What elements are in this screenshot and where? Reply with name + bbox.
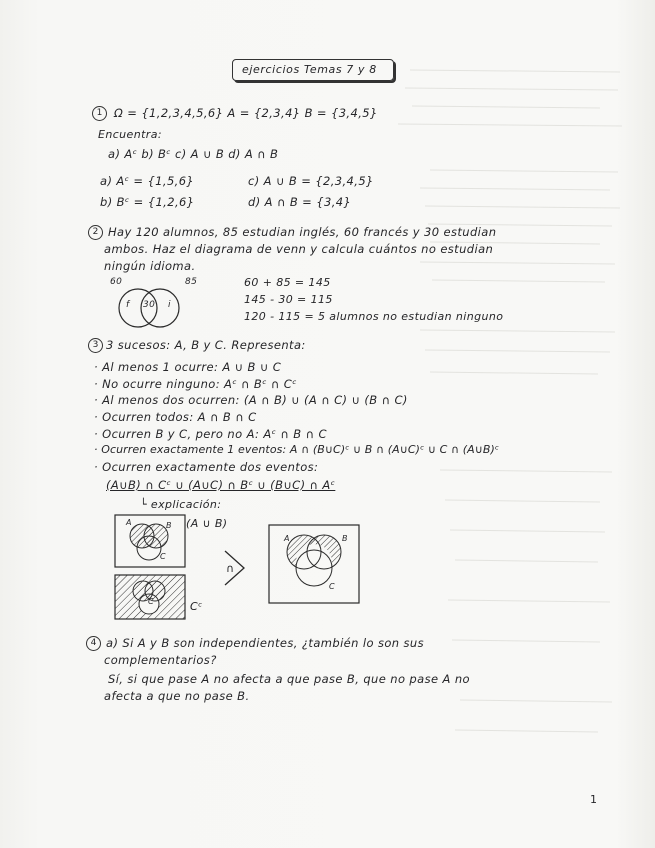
exercise-1-answer-a: a) Aᶜ = {1,5,6}	[100, 174, 195, 188]
venn-left-total: 60	[110, 277, 123, 287]
exercise-3-line-2: · No ocurre ninguno: Aᶜ ∩ Bᶜ ∩ Cᶜ	[94, 377, 297, 391]
exercise-3-line-7: · Ocurren exactamente dos eventos:	[94, 460, 319, 474]
exercise-1-sets: Ω = {1,2,3,4,5,6} A = {2,3,4} B = {3,4,5}	[114, 106, 378, 120]
page-number: 1	[590, 793, 598, 806]
exercise-2-calc-2: 145 - 30 = 115	[244, 293, 333, 306]
exercise-1-items: a) Aᶜ b) Bᶜ c) A ∪ B d) A ∩ B	[108, 147, 279, 161]
exercise-2-line-2: ambos. Haz el diagrama de venn y calcula cuántos no estudian	[104, 242, 494, 256]
exercise-4-question-1: a) Si A y B son independientes, ¿también lo son sus	[106, 636, 425, 650]
venn-right-total: 85	[185, 277, 198, 287]
exercise-4-answer-2: afecta a que no pase B.	[104, 689, 250, 703]
exercise-1-answer-b: b) Bᶜ = {1,2,6}	[100, 195, 195, 209]
diag3-label-a: A	[284, 534, 290, 543]
exercise-1-number: 1	[92, 106, 107, 121]
exercise-4-number: 4	[86, 636, 101, 651]
intersection-symbol: ∩	[226, 562, 235, 575]
exercise-3-number: 3	[88, 338, 103, 353]
exercise-2-line-1: Hay 120 alumnos, 85 estudian inglés, 60 francés y 30 estudian	[108, 225, 497, 239]
page-title: ejercicios Temas 7 y 8	[242, 63, 377, 76]
label-a-union-b: (A ∪ B)	[186, 517, 228, 530]
diag3-label-b: B	[342, 534, 348, 543]
venn-right-region: i	[168, 300, 171, 310]
exercise-3-line-6: · Ocurren exactamente 1 eventos: A ∩ (B∪C)ᶜ ∪ B ∩ (A∪C)ᶜ ∪ C ∩ (A∪B)ᶜ	[94, 443, 500, 456]
diag1-label-a: A	[126, 518, 132, 527]
exercise-2-calc-3: 120 - 115 = 5 alumnos no estudian ninguno	[244, 310, 504, 323]
exercise-3-intro: 3 sucesos: A, B y C. Representa:	[106, 338, 306, 352]
label-c-complement: Cᶜ	[190, 600, 203, 613]
venn-left-region: f	[126, 300, 130, 310]
diag1-label-c: C	[160, 552, 166, 561]
exercise-3-explanation-label: └ explicación:	[140, 498, 222, 511]
exercise-1-prompt: Encuentra:	[98, 128, 162, 141]
exercise-4-question-2: complementarios?	[104, 653, 217, 667]
exercise-4-answer-1: Sí, si que pase A no afecta a que pase B, que no pase A no	[108, 672, 470, 686]
exercise-3-line-1: · Al menos 1 ocurre: A ∪ B ∪ C	[94, 360, 282, 374]
diag1-label-b: B	[166, 521, 172, 530]
exercise-3-line-5: · Ocurren B y C, pero no A: Aᶜ ∩ B ∩ C	[94, 427, 327, 441]
diag3-label-c: C	[329, 582, 335, 591]
venn-a-union-b	[114, 514, 186, 568]
exercise-2-number: 2	[88, 225, 103, 240]
venn-center-region: 30	[143, 300, 156, 310]
exercise-2-calc-1: 60 + 85 = 145	[244, 276, 331, 289]
exercise-1-answer-c: c) A ∪ B = {2,3,4,5}	[248, 174, 374, 188]
exercise-2-line-3: ningún idioma.	[104, 259, 196, 273]
exercise-3-line-3: · Al menos dos ocurren: (A ∩ B) ∪ (A ∩ C) ∪ (B ∩ C)	[94, 393, 408, 407]
exercise-1-answer-d: d) A ∩ B = {3,4}	[248, 195, 352, 209]
exercise-3-line-4: · Ocurren todos: A ∩ B ∩ C	[94, 410, 257, 424]
diag2-label-c: C	[148, 597, 154, 606]
exercise-3-line-8: (A∪B) ∩ Cᶜ ∪ (A∪C) ∩ Bᶜ ∪ (B∪C) ∩ Aᶜ	[106, 478, 336, 492]
